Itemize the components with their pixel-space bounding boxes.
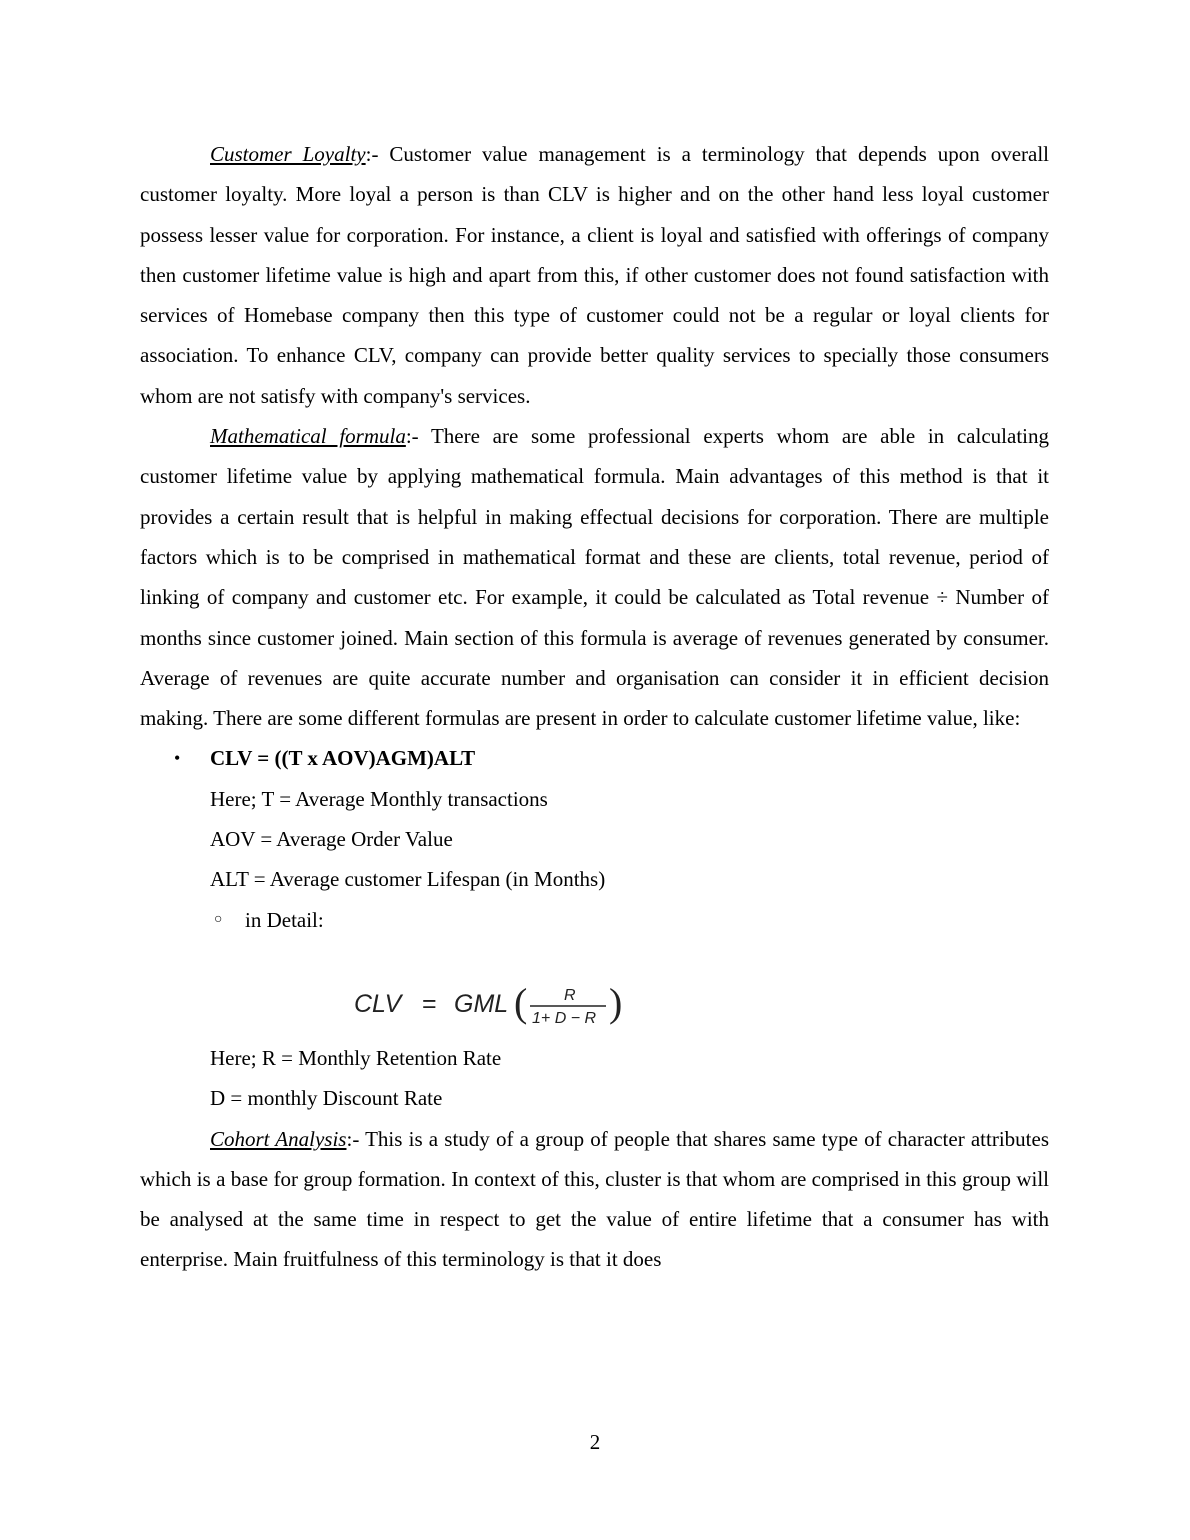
- sub-bullet-text: in Detail:: [245, 907, 324, 932]
- bullet-marker: •: [174, 748, 181, 769]
- equation-denominator: 1+ D − R: [532, 1009, 597, 1027]
- equation-equals: =: [422, 989, 437, 1018]
- document-body: [140, 134, 1049, 1280]
- bullet-item-clv-formula: [174, 738, 1049, 778]
- definition-line: Here; R = Monthly Retention Rate: [210, 1045, 502, 1070]
- equation-func: GML: [454, 989, 509, 1018]
- paragraph-text: Customer value management is a terminology that depends upon overall customer loyalty. More loyal a person is than CLV is higher and on the other hand less loyal customer possess lesser value for corporation. For instance, a client is loyal and satisfied with offerings of company then customer lifetime value is high and apart from this, if other customer does not found satisfaction with services of Homebase company then this type of customer could not be a regular or loyal clients for association. To enhance CLV, company can provide better quality services to specially those consumers whom are not satisfy with company's services.: [140, 142, 1049, 408]
- sub-bullet-marker: ○: [214, 911, 223, 927]
- definition-line: AOV = Average Order Value: [210, 827, 453, 852]
- clv-equation: [354, 940, 644, 1030]
- paragraph-mathematical-formula: [140, 416, 1049, 738]
- heading-mathematical-formula: Mathematical formula: [210, 424, 406, 449]
- clv-equation-image: [210, 940, 1049, 1038]
- equation-numerator: R: [564, 986, 576, 1004]
- paragraph-cohort-analysis: [140, 1119, 1049, 1280]
- sub-bullet-item: [210, 900, 1049, 940]
- paragraph-customer-loyalty: [140, 134, 1049, 416]
- page-number: 2: [589, 1430, 601, 1454]
- formula-bullet-list: [140, 738, 1049, 1118]
- heading-separator: :-: [346, 1126, 360, 1151]
- definition-line: Here; T = Average Monthly transactions: [210, 786, 548, 811]
- definition-line: ALT = Average customer Lifespan (in Months): [210, 867, 606, 892]
- equation-lhs: CLV: [354, 989, 402, 1018]
- definition-line: D = monthly Discount Rate: [210, 1086, 443, 1111]
- heading-cohort-analysis: Cohort Analysis: [210, 1126, 347, 1151]
- heading-separator: :-: [365, 142, 379, 166]
- paragraph-text: This is a study of a group of people that shares same type of character attributes which is a base for group formation. In context of this, cluster is that whom are comprised in this group will be analysed at the same time in respect to get the value of entire lifetime that a consumer has with enterprise. Main fruitfulness of this terminology is that it does: [140, 1126, 1050, 1272]
- paragraph-text: There are some professional experts whom are able in calculating customer lifetime value by applying mathematical formula. Main advantages of this method is that it provides a certain result that is helpful in making effectual decisions for corporation. There are multiple factors which is to be comprised in mathematical format and these are clients, total revenue, period of linking of company and customer etc. For example, it could be calculated as Total revenue ÷ Number of months since customer joined. Main section of this formula is average of revenues generated by consumer. Average of revenues are quite accurate number and organisation can consider it in efficient decision making. There are some different formulas are present in order to calculate customer lifetime value, like:: [140, 424, 1049, 731]
- clv-formula-text: CLV = ((T x AOV)AGM)ALT: [210, 746, 476, 771]
- heading-separator: :-: [405, 424, 419, 449]
- right-paren: ): [609, 979, 623, 1025]
- heading-customer-loyalty: Customer Loyalty: [210, 142, 366, 166]
- left-paren: (: [514, 979, 528, 1025]
